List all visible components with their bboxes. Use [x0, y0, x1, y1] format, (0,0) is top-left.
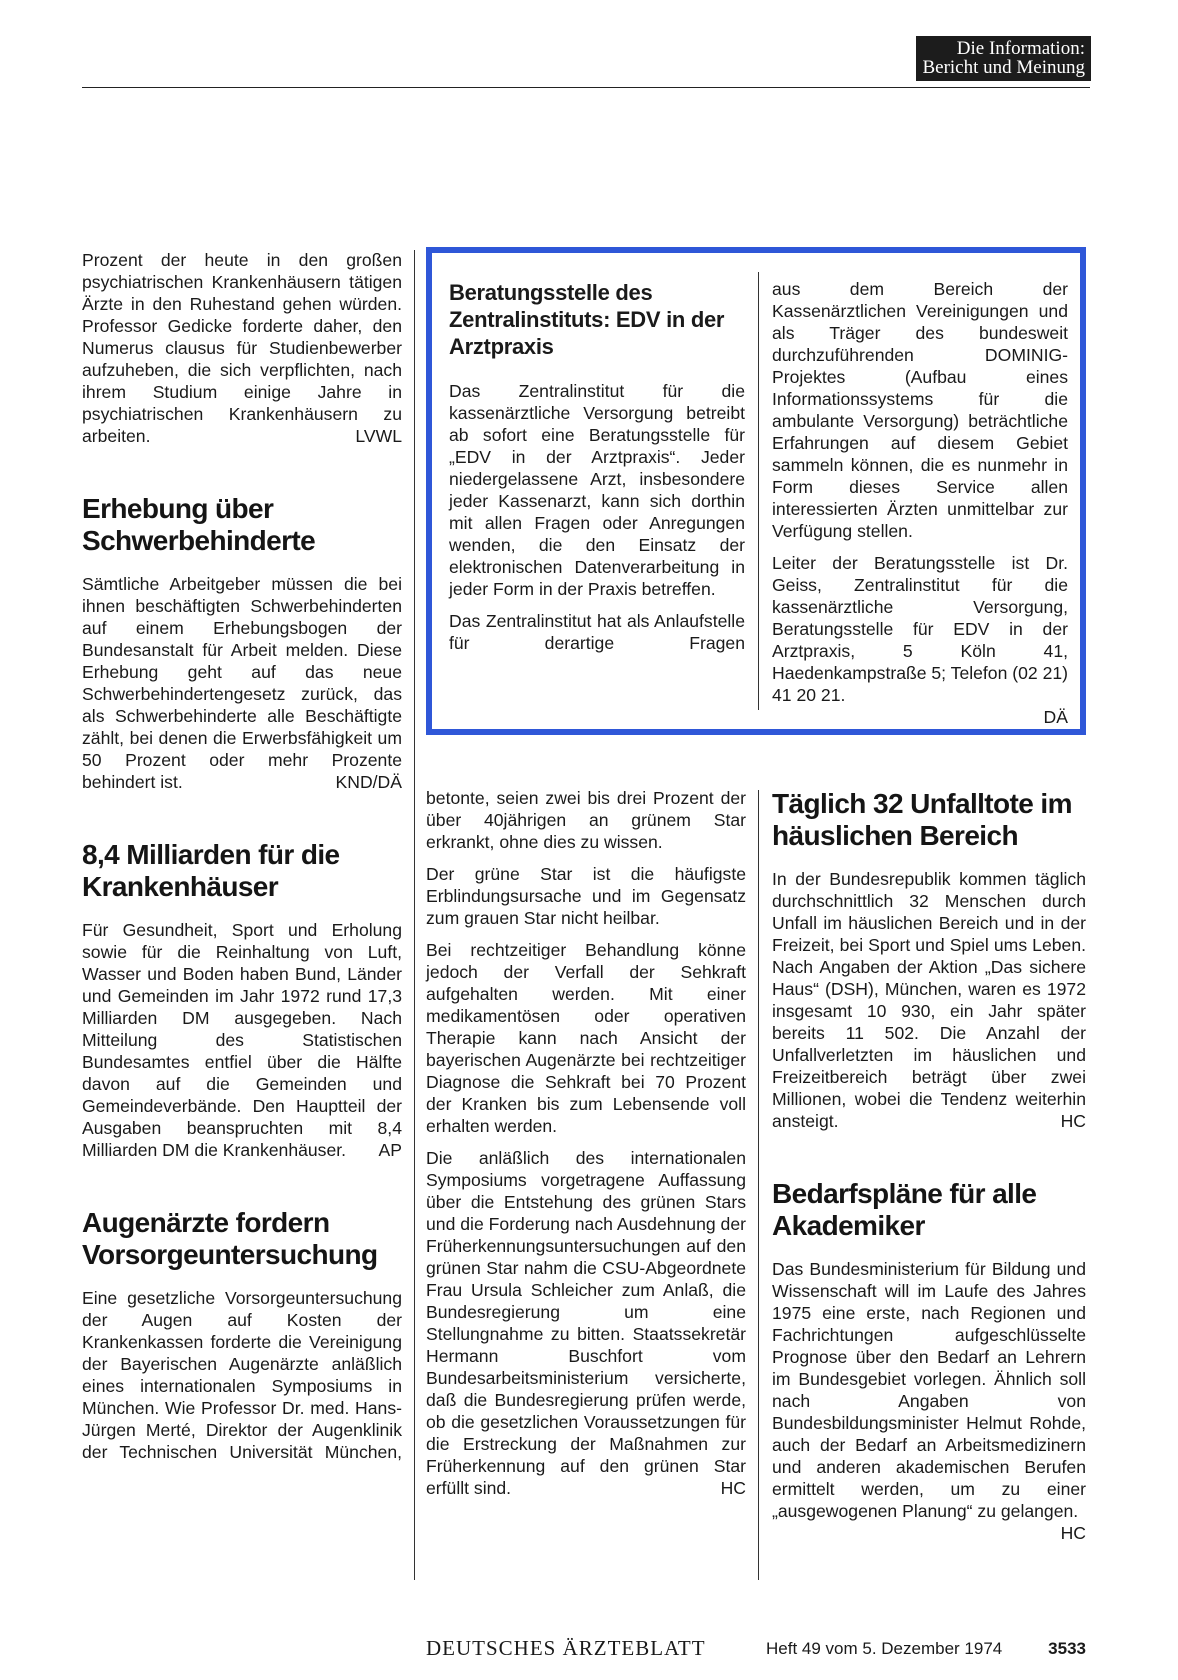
augen-continued-signature: HC [720, 1478, 746, 1498]
article-title-bedarfsplaene: Bedarfspläne für alle Akademiker [772, 1178, 1037, 1241]
notice-box-column-rule [758, 272, 759, 710]
article-signature-krankenhaeuser: AP [378, 1140, 402, 1160]
article-text-bedarfsplaene: Das Bundesministerium für Bildung und Wissenschaft will im Laufe des Jahres 1975 eine erste, nach Regionen und Fachrichtungen aufgeschlüsselte Prognose über den Bedarf an Lehrern im Bundesgebiet vorlegen. Ähnlich soll nach Angaben von Bundesbildungsminister Helmut Rohde, auch der Bedarf an Arbeitsmedizinern und anderen akademischen Berufen ermittelt werden, um zu einer „ausgewogenen Planung“ zu gelangen. HC [772, 1259, 1086, 1543]
intro-signature: LVWL [355, 426, 402, 446]
column-middle [426, 787, 746, 1509]
article-signature-unfalltote: HC [1060, 1111, 1086, 1131]
column-rule-right [758, 790, 759, 1580]
intro-paragraph: Prozent der heute in den großen psychiatrischen Krankenhäusern tätigen Ärzte in den Ruhestand gehen würden. Professor Gedicke forderte daher, den Numerus clausus für Studienbewerber aufzuheben, die sich verpflichten, nach ihrem Studium einige Jahre in psychiatrischen Krankenhäusern zu arbeiten. LVWL [82, 250, 402, 446]
augen-continued-paragraph-3: Bei rechtzeitiger Behandlung könne jedoch der Verfall der Sehkraft aufgehalten werden. Mit einer medikamentösen oder operativen Therapie kann nach Ansicht der bayerischen Augenärzte bei rechtzeitiger Diagnose die Sehkraft bei 70 Prozent der Kranken bis zum Lebensende voll erhalten werden. [426, 940, 746, 1136]
notice-box-title: Beratungsstelle des Zentralinstituts: EDV in der Arztpraxis [449, 280, 725, 359]
article-title-krankenhaeuser: 8,4 Milliarden für die Krankenhäuser [82, 839, 340, 902]
augen-continued-paragraph-1: betonte, seien zwei bis drei Prozent der über 40jährigen an grünem Star erkrankt, ohne dies zu wissen. [426, 788, 746, 852]
notice-box-paragraph-4: Leiter der Beratungsstelle ist Dr. Geiss, Zentralinstitut für die kassenärztliche Versorgung, Beratungsstelle für EDV in der Arztpraxis, 5 Köln 41, Haedenkampstraße 5; Telefon (02 21) 41 20 21. DÄ [772, 553, 1069, 727]
article-title-augenaerzte: Augenärzte fordern Vorsorgeuntersuchung [82, 1207, 378, 1270]
augen-continued-paragraph-2: Der grüne Star ist die häufigste Erblindungsursache und im Gegensatz zum grauen Star nicht heilbar. [426, 864, 746, 928]
page-footer [426, 1636, 1086, 1662]
article-text-schwerbehinderte: Sämtliche Arbeitgeber müssen die bei ihnen beschäftigten Schwerbehinderten auf einem Erhebungsbogen der Bundesanstalt für Arbeit melden. Diese Erhebung geht auf das neue Schwerbehindertengesetz zurück, das als Schwerbehinderte alle Beschäftigte zählt, bei denen die Erwerbsfähigkeit um 50 Prozent oder mehr Prozente behindert ist. KND/DÄ [82, 574, 402, 792]
notice-box-paragraph-1: Das Zentralinstitut für die kassenärztliche Versorgung betreibt ab sofort eine Beratungsstelle für „EDV in der Arztpraxis“. Jeder niedergelassene Arzt, insbesondere jeder Kassenarzt, kann sich dorthin mit allen Fragen oder Anregungen wenden, die den Einsatz der elektronischen Datenverarbeitung in jeder Form in der Praxis betreffen. [449, 381, 745, 599]
article-signature-bedarfsplaene: HC [1060, 1523, 1086, 1543]
notice-box-column-left [449, 279, 745, 664]
article-signature-schwerbehinderte: KND/DÄ [335, 772, 402, 792]
section-tag-line2: Bericht und Meinung [922, 57, 1085, 78]
article-text-krankenhaeuser: Für Gesundheit, Sport und Erholung sowie für die Reinhaltung von Luft, Wasser und Boden haben Bund, Länder und Gemeinden im Jahr 1972 rund 17,3 Milliarden DM ausgegeben. Nach Mitteilung des Statistischen Bundesamtes entfiel über die Hälfte davon auf die Gemeinden und Gemeindeverbände. Den Hauptteil der Ausgaben beanspruchten mit 8,4 Milliarden DM die Krankenhäuser. AP [82, 920, 402, 1160]
notice-box-paragraph-3: aus dem Bereich der Kassenärztlichen Vereinigungen und als Träger des bundesweit durchzuführenden DOMINIG-Projektes (Aufbau eines Informationssystems für die ambulante Versorgung) beträchtliche Erfahrungen auf diesem Gebiet sammeln können, die es nunmehr in Form dieses Service allen interessierten Ärzten unmittelbar zur Verfügung stellen. [772, 279, 1068, 541]
article-title-unfalltote: Täglich 32 Unfalltote im häuslichen Bereich [772, 788, 1072, 851]
page-number: 3533 [1048, 1639, 1086, 1658]
article-text-augenaerzte: Eine gesetzliche Vorsorgeuntersuchung der Augen auf Kosten der Krankenkassen forderte die Vereinigung der Bayerischen Augenärzte anläßlich eines internationalen Symposiums in München. Wie Professor Dr. med. Hans-Jürgen Merté, Direktor der Augenklinik der Technischen Universität München, [82, 1288, 402, 1462]
section-tag [916, 36, 1091, 81]
augen-continued-paragraph-4: Die anläßlich des internationalen Symposiums vorgetragene Auffassung über die Entstehung des grünen Stars und die Forderung nach Ausdehnung der Früherkennungsuntersuchungen auf den grünen Star nahm die CSU-Abgeordnete Frau Ursula Schleicher zum Anlaß, die Bundesregierung um eine Stellungnahme zu bitten. Staatssekretär Hermann Buschfort vom Bundesarbeitsministerium versicherte, daß die Bundesregierung prüfen werde, ob die gesetzlichen Voraussetzungen für die Erstreckung der Maßnahmen zur Früherkennung auf den grünen Star erfüllt sind. HC [426, 1148, 746, 1498]
column-right [772, 788, 1086, 1544]
notice-box-signature: DÄ [1043, 707, 1068, 727]
column-left [82, 249, 402, 1473]
issue-info: Heft 49 vom 5. Dezember 1974 [766, 1639, 1003, 1658]
notice-box-paragraph-2: Das Zentralinstitut hat als Anlaufstelle für derartige Fragen [449, 611, 745, 653]
notice-box-column-right [772, 278, 1068, 728]
header-rule [82, 87, 1090, 88]
article-text-unfalltote: In der Bundesrepublik kommen täglich durchschnittlich 32 Menschen durch Unfall im häuslichen Bereich und in der Freizeit, bei Sport und Spiel ums Leben. Nach Angaben der Aktion „Das sichere Haus“ (DSH), München, waren es 1972 insgesamt 10 930, ein Jahr später bereits 11 502. Die Anzahl der Unfallverletzten im häuslichen und Freizeitbereich beträgt über zwei Millionen, wobei die Tendenz weiterhin ansteigt. HC [772, 869, 1086, 1131]
section-tag-line1: Die Information: [956, 38, 1085, 59]
journal-masthead: DEUTSCHES ÄRZTEBLATT [426, 1636, 706, 1660]
column-rule-left [414, 250, 415, 1580]
article-title-schwerbehinderte: Erhebung über Schwerbehinderte [82, 493, 316, 556]
